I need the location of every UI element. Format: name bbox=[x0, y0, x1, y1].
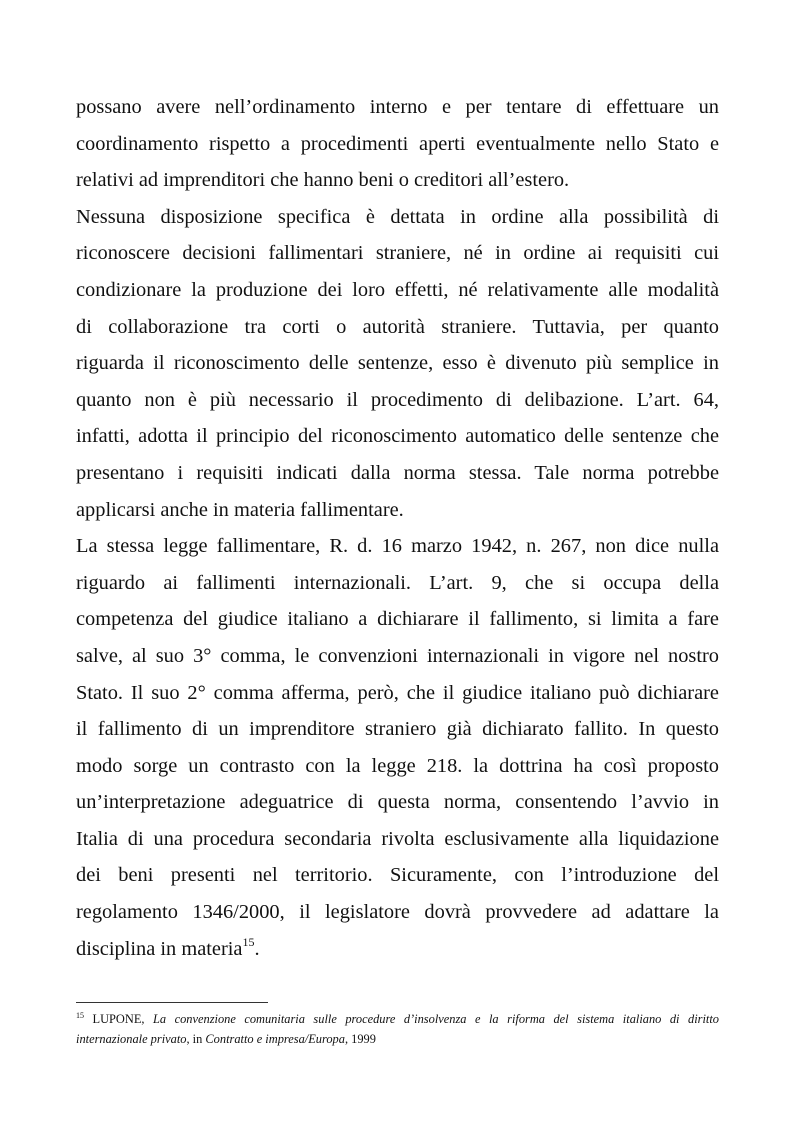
footnote-journal: Contratto e impresa/Europa bbox=[205, 1032, 345, 1046]
footnote-title-line2: internazionale privato bbox=[76, 1032, 187, 1046]
footnote-year: , 1999 bbox=[344, 1032, 376, 1046]
footnote-line bbox=[76, 1029, 719, 1049]
text-line: salve, al suo 3° comma, le convenzioni internazionali in vigore nel nostro bbox=[76, 644, 719, 667]
body-text bbox=[76, 89, 719, 967]
text-line: relativi ad imprenditori che hanno beni o creditori all’estero. bbox=[76, 169, 570, 192]
text-line: riguardo ai fallimenti internazionali. L’art. 9, che si occupa della bbox=[76, 571, 719, 594]
text-line: di collaborazione tra corti o autorità straniere. Tuttavia, per quanto bbox=[76, 315, 719, 338]
text-line: infatti, adotta il principio del riconoscimento automatico delle sentenze che bbox=[76, 425, 719, 448]
text-line: possano avere nell’ordinamento interno e per tentare di effettuare un bbox=[76, 96, 719, 118]
footnote-marker: 15 bbox=[76, 1011, 84, 1020]
text-line: dei beni presenti nel territorio. Sicuramente, con l’introduzione del bbox=[76, 864, 719, 887]
text-line: Stato. Il suo 2° comma afferma, però, che il giudice italiano può dichiarare bbox=[76, 681, 719, 704]
text-line: regolamento 1346/2000, il legislatore dovrà provvedere ad adattare la bbox=[76, 901, 719, 924]
footnote-separator bbox=[76, 1002, 268, 1003]
text-line: un’interpretazione adeguatrice di questa norma, consentendo l’avvio in bbox=[76, 791, 719, 814]
footnote-reference[interactable]: 15 bbox=[242, 934, 255, 949]
footnote-line bbox=[76, 1009, 719, 1029]
footnote bbox=[76, 1009, 719, 1049]
final-line-end: . bbox=[254, 937, 260, 960]
footnote-mid: , in bbox=[186, 1032, 206, 1046]
text-line: applicarsi anche in materia fallimentare. bbox=[76, 498, 404, 521]
text-line: quanto non è più necessario il procedimento di delibazione. L’art. 64, bbox=[76, 388, 719, 411]
text-line-final bbox=[76, 931, 719, 968]
text-line: Italia di una procedura secondaria rivolta esclusivamente alla liquidazione bbox=[76, 827, 719, 850]
text-line: competenza del giudice italiano a dichiarare il fallimento, si limita a fare bbox=[76, 608, 719, 631]
text-line: il fallimento di un imprenditore straniero già dichiarato fallito. In questo bbox=[76, 718, 719, 741]
text-line: Nessuna disposizione specifica è dettata in ordine alla possibilità di bbox=[76, 205, 719, 228]
text-line: coordinamento rispetto a procedimenti aperti eventualmente nello Stato e bbox=[76, 132, 719, 155]
text-line: condizionare la produzione dei loro effetti, né relativamente alle modalità bbox=[76, 278, 719, 301]
text-line: riconoscere decisioni fallimentari straniere, né in ordine ai requisiti cui bbox=[76, 242, 719, 265]
text-line: presentano i requisiti indicati dalla norma stessa. Tale norma potrebbe bbox=[76, 461, 719, 484]
text-line: riguarda il riconoscimento delle sentenze, esso è divenuto più semplice in bbox=[76, 352, 719, 375]
text-line: modo sorge un contrasto con la legge 218. la dottrina ha così proposto bbox=[76, 754, 719, 777]
footnote-author: LUPONE, bbox=[92, 1012, 145, 1026]
final-line-text: disciplina in materia bbox=[76, 937, 243, 960]
footnote-title-line1: La convenzione comunitaria sulle procedure d’insolvenza e la riforma del sistema italiano di diritto bbox=[153, 1012, 719, 1026]
text-line: La stessa legge fallimentare, R. d. 16 marzo 1942, n. 267, non dice nulla bbox=[76, 535, 719, 558]
